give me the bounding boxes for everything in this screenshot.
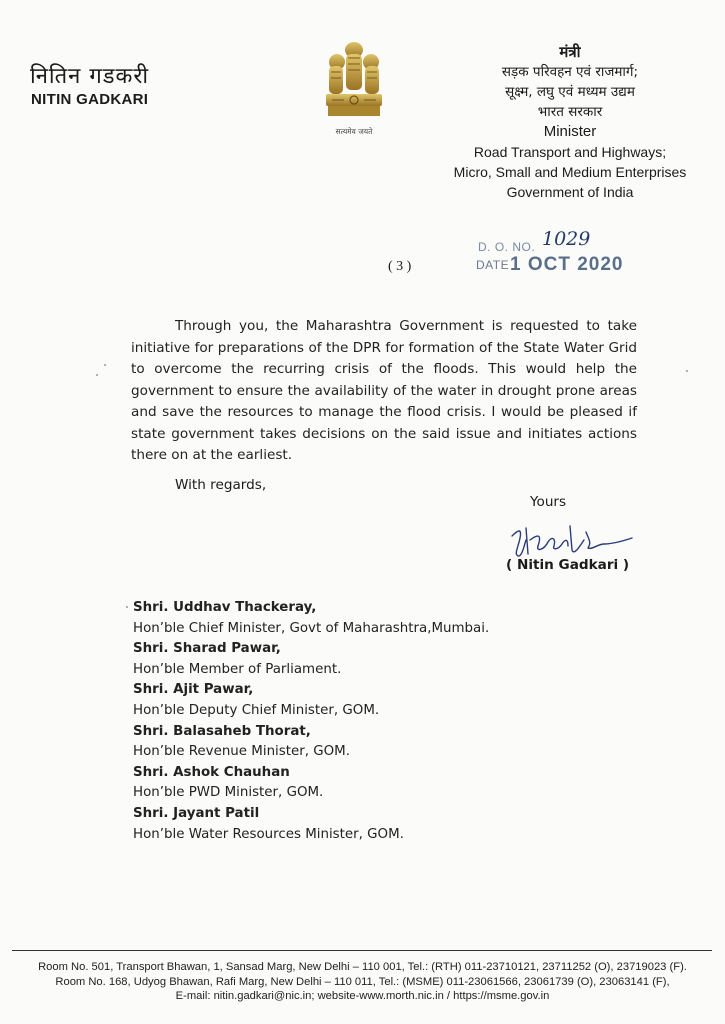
ministry-hindi-line: सूक्ष्म, लघु एवं मध्यम उद्यम: [505, 84, 635, 100]
ministry-hindi-line: सड़क परिवहन एवं राजमार्ग;: [501, 64, 639, 80]
sender-name-hindi: नितिन गडकरी: [30, 64, 150, 89]
recipient-designation: Hon’ble Revenue Minister, GOM.: [133, 744, 350, 760]
recipient: [133, 639, 489, 680]
recipient: [133, 763, 489, 804]
closing-regards: With regards,: [175, 477, 267, 493]
footer-divider: [12, 950, 712, 951]
recipient-designation: Hon’ble Water Resources Minister, GOM.: [133, 826, 404, 842]
page-number: ( 3 ): [388, 259, 412, 274]
recipient-name: Shri. Uddhav Thackeray,: [133, 600, 317, 615]
ministry-english-line: Minister: [543, 123, 597, 140]
ministry-hindi-line: भारत सरकार: [537, 104, 603, 120]
date-value: 1 OCT 2020: [510, 254, 624, 275]
closing-yours: Yours: [530, 494, 567, 510]
do-label: D. O. NO.: [478, 240, 536, 254]
ministry-english-line: Road Transport and Highways;: [473, 144, 667, 160]
recipient-designation: Hon’ble PWD Minister, GOM.: [133, 785, 324, 801]
recipient: [133, 804, 489, 845]
do-stamp: [470, 228, 630, 282]
footer-line: Room No. 501, Transport Bhawan, 1, Sansad Marg, New Delhi – 110 001, Tel.: (RTH) 011-23710121, 23711252 (O), 23719023 (F).: [38, 961, 687, 973]
signature-scribble-icon: [508, 516, 638, 562]
national-emblem: [318, 36, 390, 156]
recipient-name: Shri. Jayant Patil: [133, 805, 260, 821]
footer-line: Room No. 168, Udyog Bhawan, Rafi Marg, New Delhi – 110 011, Tel.: (MSME) 011-23061566, 23061739 (O), 23063141 (F),: [55, 975, 670, 988]
recipient-designation: Hon’ble Deputy Chief Minister, GOM.: [133, 702, 380, 718]
footer-address: [0, 960, 725, 1004]
ministry-block: [430, 42, 710, 202]
lion-capital-icon: [318, 36, 390, 156]
paper-speck: [104, 364, 106, 366]
recipient-designation: Hon’ble Chief Minister, Govt of Maharashtra,Mumbai.: [133, 620, 490, 636]
body-paragraph: Through you, the Maharashtra Government is requested to take initiative for preparations of the DPR for formation of the State Water Grid to overcome the recurring crisis of the floods. This would help the government to ensure the availability of the water in drought prone areas and save the resources to manage the flood crisis. I would be pleased if state government takes decisions on the said issue and initiates actions there on at the earliest.: [131, 318, 637, 463]
signatory-name: ( Nitin Gadkari ): [506, 557, 630, 573]
paper-speck: [686, 370, 688, 372]
sender-name-english: NITIN GADKARI: [31, 91, 149, 108]
recipient-name: Shri. Sharad Pawar,: [133, 641, 281, 657]
ministry-english-line: Government of India: [506, 184, 634, 200]
signature: [508, 516, 638, 562]
recipient: [133, 680, 489, 721]
recipient-designation: Hon’ble Member of Parliament.: [133, 661, 342, 677]
recipient-name: Shri. Ajit Pawar,: [133, 682, 254, 698]
paper-speck: [96, 374, 98, 376]
emblem-motto: सत्यमेव जयते: [335, 127, 373, 136]
recipient: [133, 598, 489, 639]
ministry-english-line: Micro, Small and Medium Enterprises: [453, 164, 687, 180]
recipient-name: Shri. Balasaheb Thorat,: [133, 723, 311, 739]
footer-line: E-mail: nitin.gadkari@nic.in; website-www.morth.nic.in / https://msme.gov.in: [175, 990, 550, 1002]
recipient: [133, 722, 489, 763]
date-label: DATE: [476, 258, 510, 272]
recipient-list: [133, 598, 489, 845]
recipient-name: Shri. Ashok Chauhan: [133, 764, 290, 780]
do-number: 1029: [542, 228, 591, 250]
paper-speck: [126, 606, 128, 608]
ministry-hindi-line: मंत्री: [559, 43, 581, 61]
